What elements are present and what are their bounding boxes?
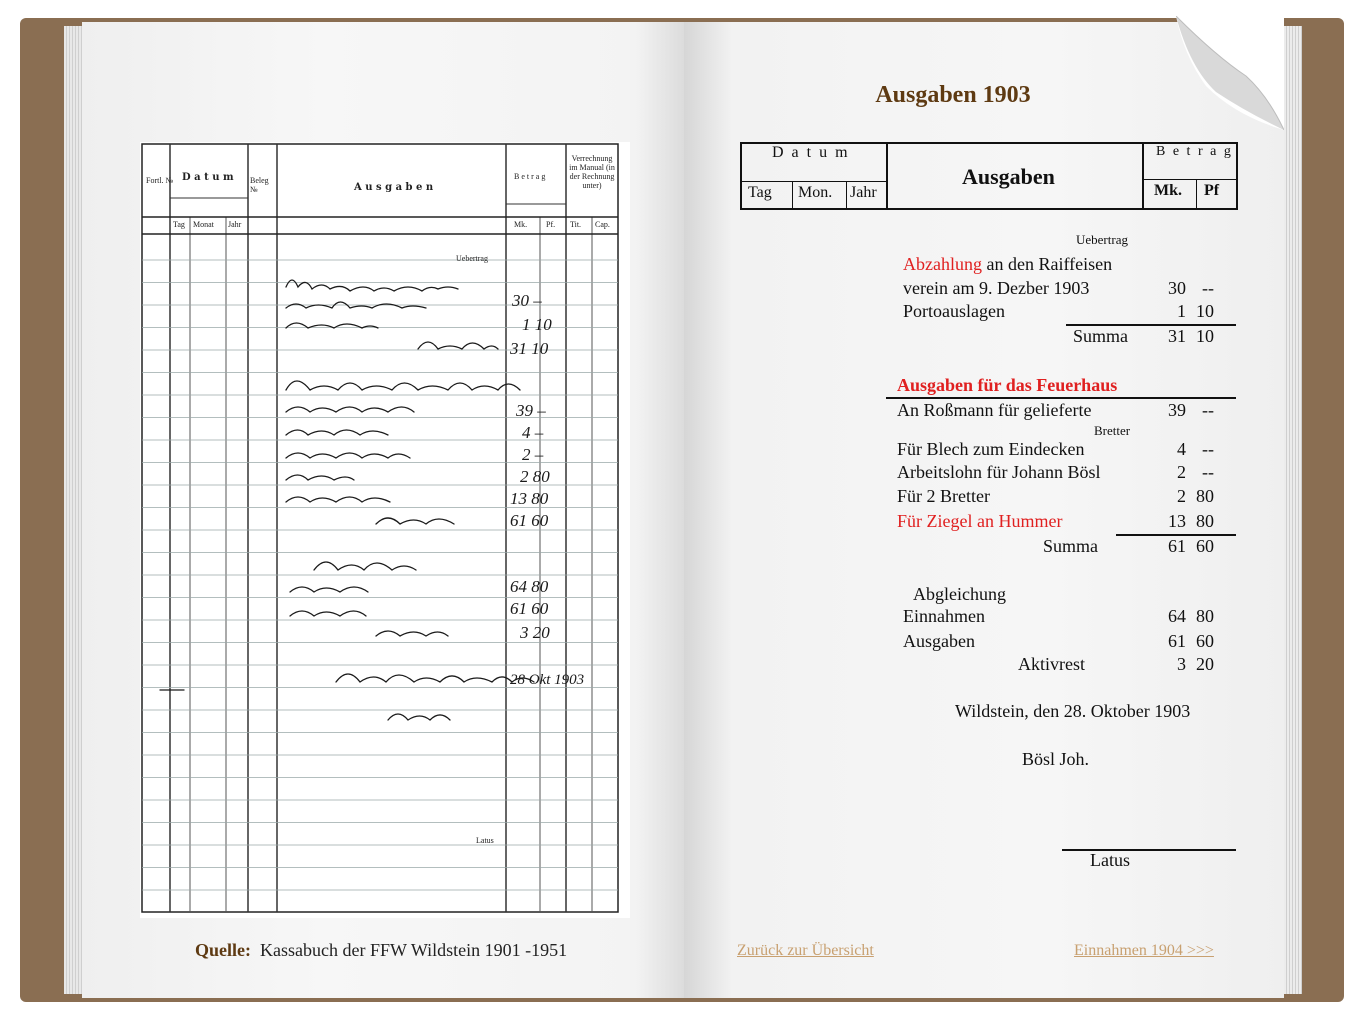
feuerhaus-entry-label: Für Blech zum Eindecken <box>897 439 1085 459</box>
header-mk: Mk. <box>1154 182 1182 199</box>
entry-verein-mk: 30 <box>1168 278 1186 298</box>
scan-header-fortl: Fortl. № <box>146 176 174 185</box>
entry-abzahlung: Abzahlung an den Raiffeisen <box>903 254 1113 274</box>
entry-verein: verein am 9. Dezber 1903 <box>903 278 1090 298</box>
scan-header-ausgaben: A u s g a b e n <box>354 182 434 193</box>
place-date: Wildstein, den 28. Oktober 1903 <box>955 701 1191 721</box>
abgleichung-ausgaben: Ausgaben <box>903 631 975 651</box>
scan-header-jahr: Jahr <box>228 220 242 229</box>
svg-text:61 60: 61 60 <box>510 511 549 530</box>
feuerhaus-entry-label: Für 2 Bretter <box>897 486 990 506</box>
feuerhaus-entry-mk: 13 <box>1168 511 1186 531</box>
entry-verein-pf: -- <box>1202 278 1214 298</box>
feuerhaus-entry-pf: -- <box>1202 400 1214 420</box>
source-caption: Quelle: Kassabuch der FFW Wildstein 1901 -1951 <box>195 940 568 960</box>
latus-label: Latus <box>1090 850 1130 870</box>
scan-header-cap: Cap. <box>595 220 610 229</box>
scan-latus: Latus <box>476 836 494 845</box>
feuerhaus-entry-label: Arbeitslohn für Johann Bösl <box>897 462 1101 482</box>
abgleichung-ausgaben-pf: 60 <box>1196 631 1214 651</box>
header-jahr: Jahr <box>850 184 877 201</box>
scan-header-tit: Tit. <box>570 220 582 229</box>
entry-portoauslagen: Portoauslagen <box>903 301 1005 321</box>
summa-1-pf: 10 <box>1196 326 1214 346</box>
abgleichung-title: Abgleichung <box>913 584 1006 604</box>
abgleichung-aktivrest-mk: 3 <box>1177 654 1186 674</box>
feuerhaus-entry-mk: 4 <box>1177 439 1186 459</box>
back-to-overview-link[interactable]: Zurück zur Übersicht <box>737 942 874 959</box>
abgleichung-einnahmen-pf: 80 <box>1196 606 1214 626</box>
header-tag: Tag <box>748 184 772 201</box>
handwriting-image <box>140 142 630 918</box>
scan-uebertrag: Uebertrag <box>456 254 488 263</box>
svg-text:13 80: 13 80 <box>510 489 549 508</box>
svg-text:2 –: 2 – <box>522 445 544 464</box>
scan-header-tag: Tag <box>173 220 185 229</box>
header-pf: Pf <box>1204 182 1220 199</box>
scan-header-monat: Monat <box>193 220 214 229</box>
svg-text:3 20: 3 20 <box>520 623 550 642</box>
page-curl-icon[interactable] <box>1176 16 1284 130</box>
feuerhaus-entry-mk: 2 <box>1177 462 1186 482</box>
next-page-link[interactable]: Einnahmen 1904 >>> <box>1074 942 1214 959</box>
scan-header-verrechnung: Verrechnung im Manual (in der Rechnung unter) <box>569 154 615 190</box>
abgleichung-aktivrest-pf: 20 <box>1196 654 1214 674</box>
entry-portoauslagen-pf: 10 <box>1196 301 1214 321</box>
header-ausgaben: Ausgaben <box>962 164 1055 189</box>
svg-text:30 –: 30 – <box>512 291 542 310</box>
svg-text:64 80: 64 80 <box>510 577 549 596</box>
signature: Bösl Joh. <box>1022 749 1090 769</box>
abgleichung-einnahmen: Einnahmen <box>903 606 985 626</box>
feuerhaus-entry-pf: -- <box>1202 439 1214 459</box>
feuerhaus-entry-pf: -- <box>1202 462 1214 482</box>
abgleichung-einnahmen-mk: 64 <box>1168 606 1186 626</box>
svg-text:61 60: 61 60 <box>510 599 549 618</box>
svg-text:39 –: 39 – <box>516 401 546 420</box>
scan-header-mk: Mk. <box>514 220 528 229</box>
abgleichung-aktivrest: Aktivrest <box>1018 654 1085 674</box>
scan-header-datum: D a t u m <box>182 172 234 183</box>
abgleichung-ausgaben-mk: 61 <box>1168 631 1186 651</box>
feuerhaus-entry-mk: 2 <box>1177 486 1186 506</box>
entry-portoauslagen-mk: 1 <box>1177 301 1186 321</box>
scan-header-pf: Pf. <box>546 220 556 229</box>
summa-1-mk: 31 <box>1168 326 1186 346</box>
uebertrag-label: Uebertrag <box>1076 232 1128 247</box>
ledger-scan-image <box>140 142 630 918</box>
svg-text:1 10: 1 10 <box>522 315 552 334</box>
svg-text:28 Okt 1903: 28 Okt 1903 <box>510 672 585 688</box>
svg-text:2 80: 2 80 <box>520 467 550 486</box>
summa-1-label: Summa <box>1073 326 1129 346</box>
feuerhaus-entry-mk: 39 <box>1168 400 1186 420</box>
scan-header-betrag: B e t r a g <box>514 172 546 181</box>
feuerhaus-entry-label: Für Ziegel an Hummer <box>897 511 1063 531</box>
header-mon: Mon. <box>798 184 833 201</box>
summa-2-mk: 61 <box>1168 536 1186 556</box>
feuerhaus-entry-label: An Roßmann für gelieferte <box>897 400 1092 420</box>
header-betrag: B e t r a g <box>1156 144 1233 159</box>
section-feuerhaus-rule <box>886 397 1236 399</box>
bretter-note: Bretter <box>1094 423 1131 438</box>
svg-text:31 10: 31 10 <box>510 339 549 358</box>
svg-text:4 –: 4 – <box>522 423 544 442</box>
feuerhaus-entry-pf: 80 <box>1196 511 1214 531</box>
page-title: Ausgaben 1903 <box>875 82 1031 108</box>
scan-header-beleg: Beleg № <box>250 176 269 194</box>
latus-rule <box>1062 849 1236 851</box>
summa-2-label: Summa <box>1043 536 1099 556</box>
summa-2-pf: 60 <box>1196 536 1214 556</box>
section-feuerhaus-title: Ausgaben für das Feuerhaus <box>897 375 1118 395</box>
header-datum: D a t u m <box>772 144 850 161</box>
feuerhaus-entry-pf: 80 <box>1196 486 1214 506</box>
